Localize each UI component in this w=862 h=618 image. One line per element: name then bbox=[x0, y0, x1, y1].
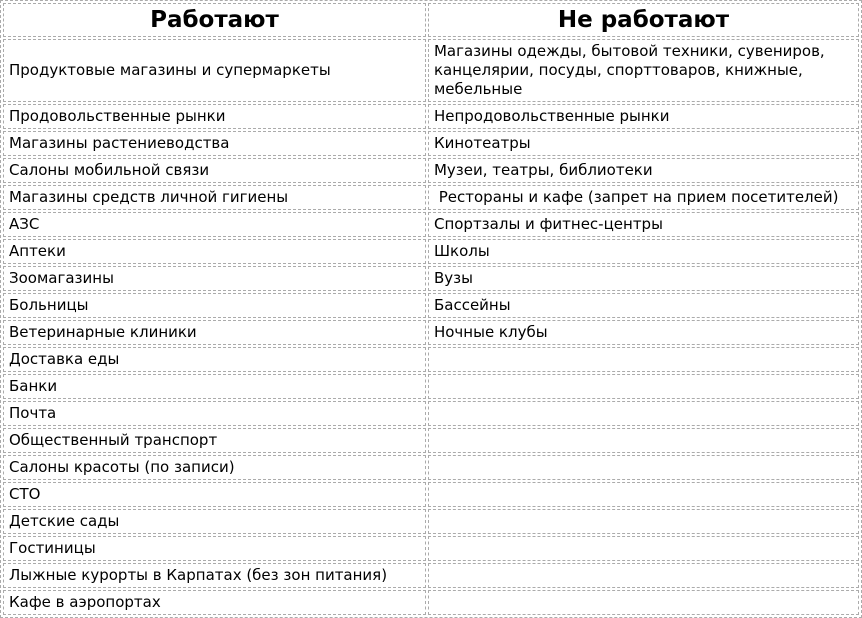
working-cell: Доставка еды bbox=[3, 347, 426, 372]
table-row bbox=[3, 482, 859, 507]
working-cell: Детские сады bbox=[3, 509, 426, 534]
working-cell: Магазины средств личной гигиены bbox=[3, 185, 426, 210]
working-cell: Гостиницы bbox=[3, 536, 426, 561]
column-header-working: Работают bbox=[3, 3, 426, 37]
not-working-cell: Бассейны bbox=[428, 293, 859, 318]
working-cell: Кафе в аэропортах bbox=[3, 590, 426, 615]
table-row bbox=[3, 347, 859, 372]
not-working-cell: Школы bbox=[428, 239, 859, 264]
not-working-cell: Ночные клубы bbox=[428, 320, 859, 345]
not-working-cell: Музеи, театры, библиотеки bbox=[428, 158, 859, 183]
working-cell: АЗС bbox=[3, 212, 426, 237]
table-row bbox=[3, 212, 859, 237]
not-working-cell bbox=[428, 455, 859, 480]
working-cell: Салоны мобильной связи bbox=[3, 158, 426, 183]
working-cell: Общественный транспорт bbox=[3, 428, 426, 453]
table-row bbox=[3, 563, 859, 588]
not-working-cell bbox=[428, 428, 859, 453]
table-row bbox=[3, 320, 859, 345]
not-working-cell bbox=[428, 590, 859, 615]
working-cell: Больницы bbox=[3, 293, 426, 318]
header-row bbox=[3, 3, 859, 37]
not-working-cell bbox=[428, 536, 859, 561]
not-working-cell bbox=[428, 374, 859, 399]
not-working-cell: Кинотеатры bbox=[428, 131, 859, 156]
working-cell: Продовольственные рынки bbox=[3, 104, 426, 129]
not-working-cell: Непродовольственные рынки bbox=[428, 104, 859, 129]
table-row bbox=[3, 131, 859, 156]
table-row bbox=[3, 104, 859, 129]
working-cell: Аптеки bbox=[3, 239, 426, 264]
working-cell: Лыжные курорты в Карпатах (без зон питания) bbox=[3, 563, 426, 588]
not-working-cell bbox=[428, 563, 859, 588]
table-row bbox=[3, 401, 859, 426]
not-working-cell: Спортзалы и фитнес-центры bbox=[428, 212, 859, 237]
table-body bbox=[3, 39, 859, 615]
table-row bbox=[3, 509, 859, 534]
table-row bbox=[3, 536, 859, 561]
table-row bbox=[3, 266, 859, 291]
working-cell: СТО bbox=[3, 482, 426, 507]
working-cell: Банки bbox=[3, 374, 426, 399]
table-row bbox=[3, 293, 859, 318]
not-working-cell bbox=[428, 482, 859, 507]
table-row bbox=[3, 39, 859, 102]
column-header-not-working: Не работают bbox=[428, 3, 859, 37]
table-row bbox=[3, 590, 859, 615]
working-cell: Продуктовые магазины и супермаркеты bbox=[3, 39, 426, 102]
not-working-cell: Магазины одежды, бытовой техники, сувениров, канцелярии, посуды, спорттоваров, книжные, мебельные bbox=[428, 39, 859, 102]
table-row bbox=[3, 158, 859, 183]
not-working-cell bbox=[428, 347, 859, 372]
not-working-cell bbox=[428, 509, 859, 534]
working-cell: Салоны красоты (по записи) bbox=[3, 455, 426, 480]
table-row bbox=[3, 185, 859, 210]
working-cell: Магазины растениеводства bbox=[3, 131, 426, 156]
working-cell: Зоомагазины bbox=[3, 266, 426, 291]
working-cell: Почта bbox=[3, 401, 426, 426]
table-row bbox=[3, 239, 859, 264]
not-working-cell: Рестораны и кафе (запрет на прием посетителей) bbox=[428, 185, 859, 210]
working-cell: Ветеринарные клиники bbox=[3, 320, 426, 345]
not-working-cell: Вузы bbox=[428, 266, 859, 291]
table-row bbox=[3, 374, 859, 399]
not-working-cell bbox=[428, 401, 859, 426]
table-row bbox=[3, 455, 859, 480]
table-row bbox=[3, 428, 859, 453]
